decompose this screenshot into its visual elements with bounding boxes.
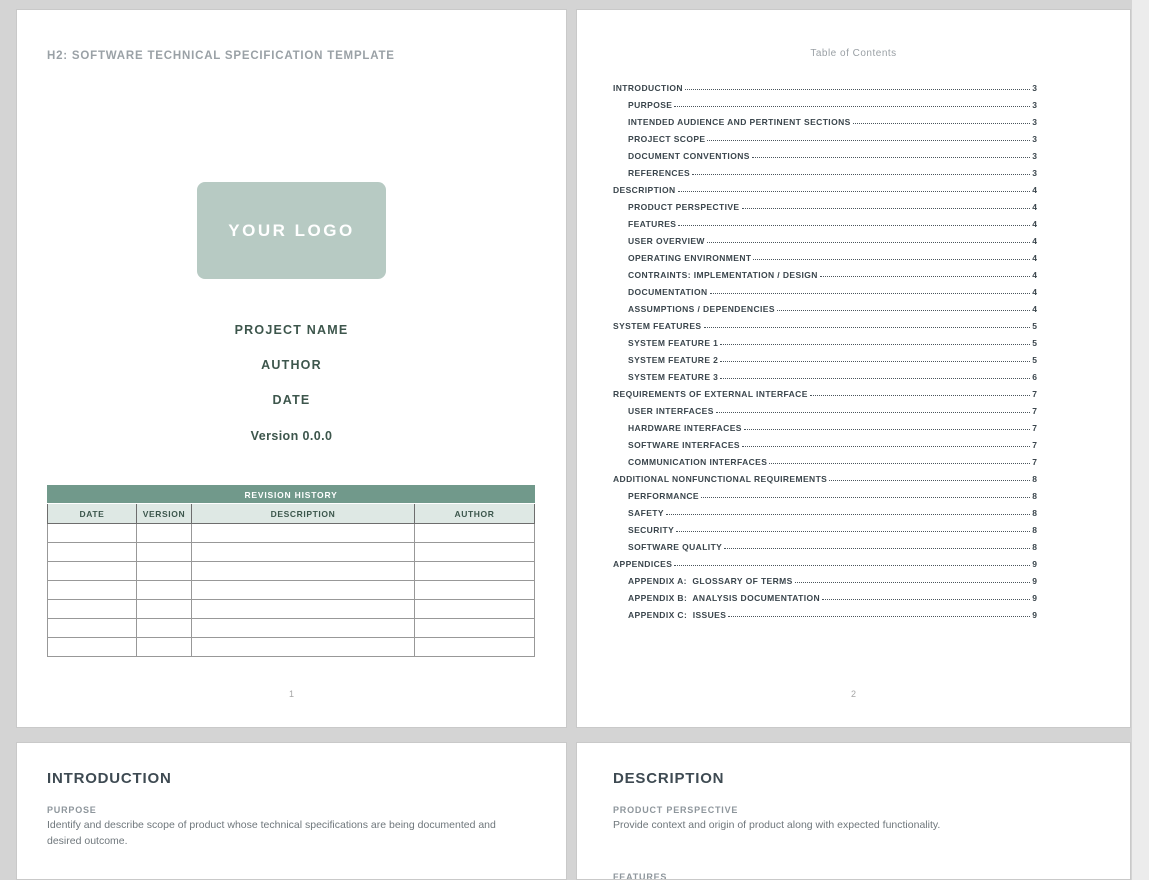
toc-entry[interactable] [613, 501, 1037, 518]
revision-table-cell[interactable] [137, 581, 192, 600]
toc-entry[interactable] [613, 433, 1037, 450]
toc-entry-label: SYSTEM FEATURES [613, 321, 702, 331]
toc-dot-leader [720, 361, 1030, 362]
version-label: Version 0.0.0 [250, 429, 333, 443]
toc-entry-page: 7 [1032, 423, 1037, 433]
toc-entry[interactable] [613, 382, 1037, 399]
toc-dot-leader [744, 429, 1030, 430]
revision-table-cell[interactable] [48, 562, 137, 581]
toc-entry-label: SYSTEM FEATURE 2 [628, 355, 719, 365]
toc-entry-label: PROJECT SCOPE [628, 134, 706, 144]
toc-entry-page: 8 [1032, 542, 1037, 552]
toc-entry[interactable] [613, 569, 1037, 586]
toc-entry-label: APPENDICES [613, 559, 673, 569]
toc-entry-page: 8 [1032, 525, 1037, 535]
toc-entry-label: INTENDED AUDIENCE AND PERTINENT SECTIONS [628, 117, 851, 127]
purpose-body-text: Identify and describe scope of product whose technical specifications are being documented and desired outcome. [47, 819, 496, 847]
toc-dot-leader [810, 395, 1030, 396]
toc-entry[interactable] [613, 314, 1037, 331]
toc-entry-page: 9 [1032, 610, 1037, 620]
toc-entry[interactable] [613, 280, 1037, 297]
introduction-heading: INTRODUCTION [47, 770, 172, 787]
toc-entry-page: 4 [1032, 270, 1037, 280]
toc-entry-label: USER OVERVIEW [628, 236, 705, 246]
product-perspective-body-text: Provide context and origin of product along with expected functionality. [613, 819, 941, 831]
toc-dot-leader [829, 480, 1030, 481]
toc-entry-page: 4 [1032, 287, 1037, 297]
features-subheading: FEATURES [613, 872, 668, 880]
revision-table-cell[interactable] [192, 600, 415, 619]
product-perspective-subheading: PRODUCT PERSPECTIVE [613, 805, 739, 815]
toc-entry-page: 4 [1032, 304, 1037, 314]
background-right-strip [1132, 0, 1149, 880]
toc-entry[interactable] [613, 535, 1037, 552]
toc-dot-leader [710, 293, 1031, 294]
toc-dot-leader [674, 106, 1030, 107]
revision-table-cell[interactable] [415, 543, 535, 562]
toc-entry-label: PERFORMANCE [628, 491, 699, 501]
toc-dot-leader [753, 259, 1030, 260]
toc-entry-label: COMMUNICATION INTERFACES [628, 457, 768, 467]
revision-table-cell[interactable] [48, 581, 137, 600]
toc-entry[interactable] [613, 263, 1037, 280]
toc-title: Table of Contents [810, 48, 897, 59]
toc-dot-leader [676, 531, 1030, 532]
toc-dot-leader [707, 242, 1030, 243]
toc-entry[interactable] [613, 178, 1037, 195]
toc-entry[interactable] [613, 603, 1037, 620]
purpose-subheading: PURPOSE [47, 805, 97, 815]
toc-dot-leader [720, 344, 1030, 345]
toc-entry-page: 3 [1032, 134, 1037, 144]
toc-list [613, 76, 1037, 620]
revision-history-table [47, 485, 535, 657]
toc-entry[interactable] [613, 331, 1037, 348]
toc-entry-label: DOCUMENTATION [628, 287, 708, 297]
toc-dot-leader [701, 497, 1030, 498]
toc-entry-page: 3 [1032, 151, 1037, 161]
toc-entry[interactable] [613, 144, 1037, 161]
revision-table-cell[interactable] [192, 524, 415, 543]
revision-table-cell[interactable] [192, 638, 415, 657]
toc-entry[interactable] [613, 229, 1037, 246]
revision-table-cell[interactable] [137, 562, 192, 581]
logo-text: YOUR LOGO [228, 220, 355, 240]
revision-table-cell[interactable] [48, 619, 137, 638]
toc-dot-leader [769, 463, 1030, 464]
revision-table-cell[interactable] [137, 543, 192, 562]
toc-entry-label: DESCRIPTION [613, 185, 676, 195]
toc-entry-label: SAFETY [628, 508, 664, 518]
revision-table-cell[interactable] [192, 581, 415, 600]
revision-column-header: DESCRIPTION [192, 504, 415, 524]
revision-column-header: VERSION [137, 504, 192, 524]
revision-table-row [48, 581, 535, 600]
toc-entry-page: 3 [1032, 168, 1037, 178]
toc-entry[interactable] [613, 348, 1037, 365]
toc-entry[interactable] [613, 467, 1037, 484]
toc-entry-label: SOFTWARE QUALITY [628, 542, 723, 552]
revision-table-cell[interactable] [192, 562, 415, 581]
toc-entry-label: CONTRAINTS: IMPLEMENTATION / DESIGN [628, 270, 818, 280]
toc-entry-label: HARDWARE INTERFACES [628, 423, 742, 433]
revision-table-cell[interactable] [48, 524, 137, 543]
revision-table-cell[interactable] [137, 638, 192, 657]
toc-dot-leader [795, 582, 1031, 583]
toc-entry-label: REFERENCES [628, 168, 691, 178]
revision-table-row [48, 543, 535, 562]
toc-entry-page: 9 [1032, 576, 1037, 586]
toc-entry-label: SOFTWARE INTERFACES [628, 440, 740, 450]
toc-entry[interactable] [613, 195, 1037, 212]
toc-entry[interactable] [613, 212, 1037, 229]
revision-table-cell[interactable] [48, 638, 137, 657]
toc-dot-leader [752, 157, 1030, 158]
toc-entry-page: 5 [1032, 355, 1037, 365]
author-label: AUTHOR [261, 358, 322, 372]
toc-entry-page: 6 [1032, 372, 1037, 382]
toc-entry[interactable] [613, 450, 1037, 467]
toc-entry-page: 4 [1032, 236, 1037, 246]
toc-entry[interactable] [613, 399, 1037, 416]
revision-table-cell[interactable] [137, 619, 192, 638]
toc-entry-label: SECURITY [628, 525, 675, 535]
toc-entry-label: DOCUMENT CONVENTIONS [628, 151, 750, 161]
toc-entry-page: 7 [1032, 457, 1037, 467]
logo-placeholder [197, 182, 386, 279]
revision-table-cell[interactable] [415, 524, 535, 543]
toc-dot-leader [678, 191, 1031, 192]
toc-entry-page: 3 [1032, 117, 1037, 127]
toc-dot-leader [728, 616, 1030, 617]
toc-dot-leader [853, 123, 1031, 124]
toc-dot-leader [742, 446, 1030, 447]
toc-entry-page: 8 [1032, 491, 1037, 501]
toc-entry-page: 3 [1032, 83, 1037, 93]
toc-entry-page: 7 [1032, 440, 1037, 450]
revision-table-cell[interactable] [415, 638, 535, 657]
toc-dot-leader [678, 225, 1030, 226]
toc-entry[interactable] [613, 76, 1037, 93]
toc-entry-label: APPENDIX C: ISSUES [628, 610, 727, 620]
toc-entry-label: PRODUCT PERSPECTIVE [628, 202, 740, 212]
revision-table-cell[interactable] [137, 600, 192, 619]
toc-entry[interactable] [613, 552, 1037, 569]
toc-entry-page: 8 [1032, 508, 1037, 518]
introduction-page [16, 742, 567, 880]
toc-dot-leader [685, 89, 1030, 90]
revision-table-cell[interactable] [415, 562, 535, 581]
toc-entry-label: APPENDIX B: ANALYSIS DOCUMENTATION [628, 593, 821, 603]
revision-column-header: DATE [48, 504, 137, 524]
revision-table-header-row [48, 504, 535, 524]
toc-entry-page: 9 [1032, 593, 1037, 603]
toc-entry-page: 5 [1032, 321, 1037, 331]
revision-table-cell[interactable] [192, 543, 415, 562]
toc-entry-page: 7 [1032, 406, 1037, 416]
toc-entry[interactable] [613, 297, 1037, 314]
toc-entry[interactable] [613, 246, 1037, 263]
toc-entry[interactable] [613, 586, 1037, 603]
revision-title-row [48, 486, 535, 504]
revision-table-cell[interactable] [415, 619, 535, 638]
toc-entry-page: 7 [1032, 389, 1037, 399]
revision-table-row [48, 619, 535, 638]
description-heading: DESCRIPTION [613, 770, 725, 787]
toc-entry-page: 4 [1032, 219, 1037, 229]
toc-dot-leader [742, 208, 1031, 209]
revision-table-row [48, 562, 535, 581]
revision-table-cell[interactable] [415, 581, 535, 600]
toc-entry-label: USER INTERFACES [628, 406, 714, 416]
revision-history-title: REVISION HISTORY [48, 486, 535, 504]
project-name-label: PROJECT NAME [234, 323, 349, 337]
toc-entry-label: FEATURES [628, 219, 677, 229]
toc-entry-page: 3 [1032, 100, 1037, 110]
toc-entry[interactable] [613, 127, 1037, 144]
toc-entry-label: OPERATING ENVIRONMENT [628, 253, 752, 263]
toc-dot-leader [820, 276, 1030, 277]
page-number: 1 [288, 689, 294, 699]
revision-table-row [48, 600, 535, 619]
toc-entry-label: ASSUMPTIONS / DEPENDENCIES [628, 304, 775, 314]
toc-dot-leader [666, 514, 1030, 515]
date-label: DATE [272, 393, 311, 407]
page-number: 2 [850, 689, 856, 699]
toc-dot-leader [777, 310, 1030, 311]
revision-table-cell[interactable] [137, 524, 192, 543]
toc-entry-page: 5 [1032, 338, 1037, 348]
toc-entry[interactable] [613, 416, 1037, 433]
toc-entry-label: INTRODUCTION [613, 83, 683, 93]
revision-table-cell[interactable] [48, 543, 137, 562]
toc-entry-label: SYSTEM FEATURE 1 [628, 338, 719, 348]
toc-dot-leader [674, 565, 1030, 566]
toc-dot-leader [716, 412, 1030, 413]
toc-entry[interactable] [613, 93, 1037, 110]
toc-dot-leader [720, 378, 1030, 379]
toc-entry-label: SYSTEM FEATURE 3 [628, 372, 719, 382]
toc-page [576, 9, 1131, 728]
revision-table-cell[interactable] [48, 600, 137, 619]
toc-entry[interactable] [613, 365, 1037, 382]
toc-entry-page: 4 [1032, 202, 1037, 212]
toc-dot-leader [692, 174, 1030, 175]
description-page [576, 742, 1131, 880]
toc-entry-page: 4 [1032, 253, 1037, 263]
toc-dot-leader [707, 140, 1030, 141]
document-title: H2: SOFTWARE TECHNICAL SPECIFICATION TEMPLATE [47, 50, 395, 62]
toc-entry[interactable] [613, 484, 1037, 501]
toc-dot-leader [822, 599, 1030, 600]
revision-table-row [48, 524, 535, 543]
toc-entry-label: APPENDIX A: GLOSSARY OF TERMS [628, 576, 793, 586]
toc-entry-label: ADDITIONAL NONFUNCTIONAL REQUIREMENTS [613, 474, 828, 484]
revision-table-body [48, 524, 535, 657]
revision-table-cell[interactable] [192, 619, 415, 638]
revision-table-cell[interactable] [415, 600, 535, 619]
cover-page [16, 9, 567, 728]
toc-dot-leader [724, 548, 1030, 549]
toc-entry-label: PURPOSE [628, 100, 673, 110]
toc-entry[interactable] [613, 518, 1037, 535]
toc-entry-page: 8 [1032, 474, 1037, 484]
revision-table-row [48, 638, 535, 657]
toc-entry[interactable] [613, 161, 1037, 178]
toc-entry-label: REQUIREMENTS OF EXTERNAL INTERFACE [613, 389, 808, 399]
revision-column-header: AUTHOR [415, 504, 535, 524]
toc-entry-page: 9 [1032, 559, 1037, 569]
toc-entry-page: 4 [1032, 185, 1037, 195]
toc-entry[interactable] [613, 110, 1037, 127]
toc-dot-leader [704, 327, 1031, 328]
